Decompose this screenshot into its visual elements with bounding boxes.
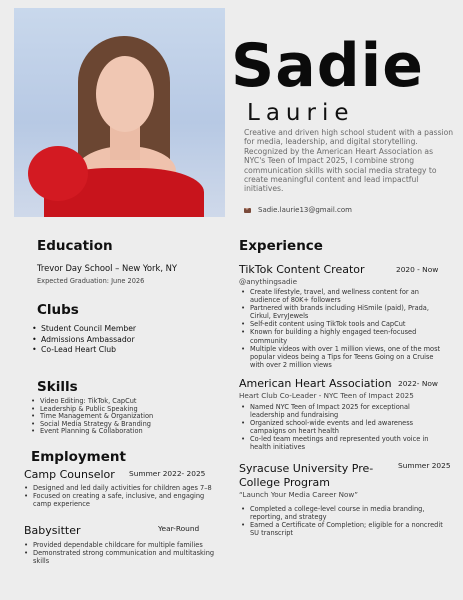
skills-heading: Skills [37,379,78,395]
babysitter-bullets [23,541,218,565]
list-item: • Student Council Member [31,324,221,335]
job-title-camp-counselor: Camp Counselor [24,468,115,481]
syracuse-bullets [240,505,443,537]
camp-counselor-bullets [23,484,218,508]
exp-title-syracuse: Syracuse University Pre-College Program [239,462,374,489]
list-item: • Completed a college-level course in media branding, reporting, and strategy [240,505,443,521]
profile-photo [14,8,225,217]
list-item: • Time Management & Organization [30,413,220,421]
exp-date-syracuse: Summer 2025 [398,461,451,470]
list-item: • Create lifestyle, travel, and wellness content for an audience of 80K+ followers [240,288,443,304]
email-address[interactable]: Sadie.laurie13@gmail.com [258,206,352,214]
experience-heading: Experience [239,238,323,254]
employment-heading: Employment [31,449,126,465]
list-item: • Self-edit content using TikTok tools and CapCut [240,320,443,328]
list-item: • Co-Lead Heart Club [31,345,221,356]
school-name: Trevor Day School – New York, NY [37,263,178,273]
list-item: • Earned a Certificate of Completion; eligible for a noncredit SU transcript [240,521,443,537]
skills-list [30,398,220,436]
list-item: • Leadership & Public Speaking [30,406,220,414]
list-item: • Provided dependable childcare for multiple families [23,541,218,549]
tiktok-bullets [240,288,443,369]
exp-title-aha: American Heart Association [239,377,392,390]
bio-text: Creative and driven high school student with a passion for media, leadership, and digital storytelling. Recognized by the American Heart Association as NYC's Teen of Impact 2025, I combine strong communication skills with social media strategy to create meaningful content and lead impactful initiatives. [244,128,454,194]
exp-date-tiktok: 2020 - Now [396,265,439,274]
job-title-babysitter: Babysitter [24,524,81,537]
list-item: • Multiple videos with over 1 million views, one of the most popular videos being a Tips for Teens Going on a Cruise with over 2 million views [240,345,443,369]
mail-icon [244,208,251,213]
first-name: Sadie [231,31,424,101]
education-heading: Education [37,238,113,254]
exp-subtitle-tiktok: @anythingsadie [239,277,298,286]
exp-subtitle-syracuse: “Launch Your Media Career Now” [239,490,358,499]
list-item: • Video Editing: TikTok, CapCut [30,398,220,406]
list-item: • Named NYC Teen of Impact 2025 for exceptional leadership and fundraising [240,403,443,419]
list-item: • Organized school-wide events and led awareness campaigns on heart health [240,419,443,435]
job-date-babysitter: Year-Round [158,524,200,533]
list-item: • Social Media Strategy & Branding [30,421,220,429]
list-item: • Demonstrated strong communication and multitasking skills [23,549,218,565]
clubs-heading: Clubs [37,302,79,318]
job-date-camp-counselor: Summer 2022- 2025 [129,469,206,478]
list-item: • Event Planning & Collaboration [30,428,220,436]
list-item: • Partnered with brands including HiSmile (paid), Prada, Cirkul, EvryJewels [240,304,443,320]
last-name: Laurie [247,100,355,126]
list-item: • Focused on creating a safe, inclusive, and engaging camp experience [23,492,218,508]
aha-bullets [240,403,443,452]
list-item: • Known for building a highly engaged teen-focused community [240,328,443,344]
exp-title-tiktok: TikTok Content Creator [239,263,365,276]
exp-date-aha: 2022- Now [398,379,438,388]
list-item: • Co-led team meetings and represented youth voice in health initiatives [240,435,443,451]
email-line [244,206,352,214]
list-item: • Admissions Ambassador [31,335,221,346]
exp-subtitle-aha: Heart Club Co-Leader - NYC Teen of Impact 2025 [239,391,414,400]
clubs-list [31,324,221,356]
list-item: • Designed and led daily activities for children ages 7–8 [23,484,218,492]
graduation-date: Expected Graduation: June 2026 [37,277,145,285]
